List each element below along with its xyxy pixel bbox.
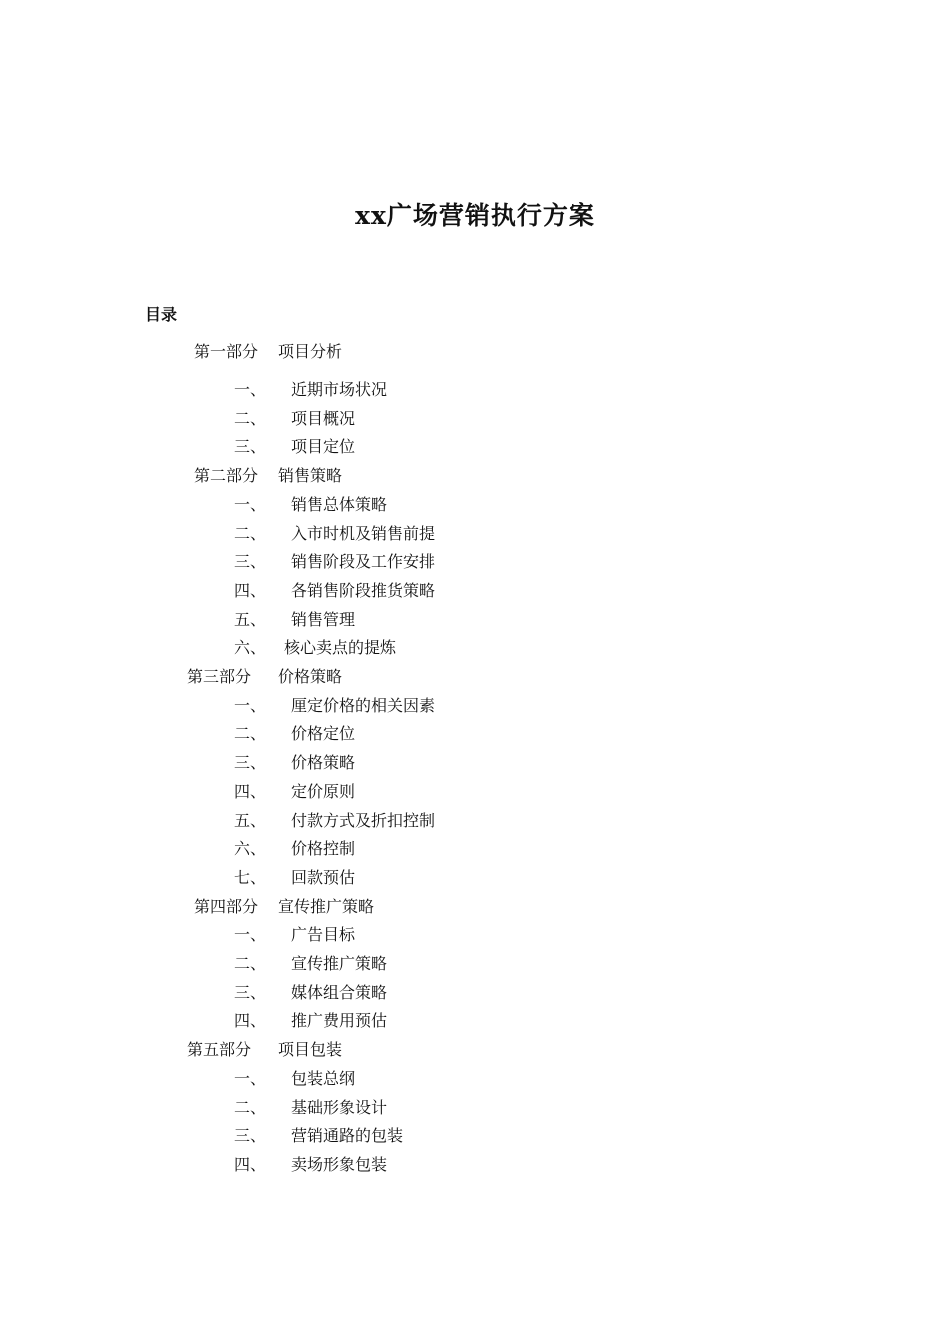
toc-item xyxy=(0,436,950,458)
toc-item xyxy=(0,924,950,946)
toc-text: 价格策略 xyxy=(278,667,343,686)
toc-number: 第三部分 xyxy=(187,667,252,686)
toc-item xyxy=(0,781,950,803)
toc-number: 一、 xyxy=(234,1068,267,1088)
toc-number: 六、 xyxy=(234,839,267,859)
toc-item xyxy=(0,523,950,545)
toc-text: 近期市场状况 xyxy=(291,380,388,399)
toc-number: 三、 xyxy=(234,982,267,1002)
document-title: xx广场营销执行方案 xyxy=(355,201,595,230)
toc-item xyxy=(0,953,950,975)
toc-number: 三、 xyxy=(234,1126,267,1146)
toc-text: 价格策略 xyxy=(291,753,356,773)
toc-item xyxy=(0,1154,950,1176)
toc-number: 五、 xyxy=(234,810,267,830)
toc-part xyxy=(0,465,950,487)
toc-number: 第五部分 xyxy=(187,1040,252,1060)
toc-text: 销售总体策略 xyxy=(291,494,388,514)
toc-number: 七、 xyxy=(234,867,267,887)
toc-number: 二、 xyxy=(234,408,267,428)
toc-item xyxy=(0,551,950,573)
toc-number: 一、 xyxy=(234,494,267,514)
toc-text: 项目分析 xyxy=(278,342,343,361)
toc-number: 二、 xyxy=(234,1097,267,1117)
toc-text: 价格控制 xyxy=(291,839,356,859)
toc-number: 三、 xyxy=(234,753,267,773)
toc-part xyxy=(0,341,950,363)
toc-text: 回款预估 xyxy=(291,867,356,887)
toc-text: 各销售阶段推货策略 xyxy=(291,580,436,600)
toc-part xyxy=(0,1039,950,1061)
toc-number: 第四部分 xyxy=(194,896,259,916)
toc-text: 项目概况 xyxy=(291,408,356,428)
toc-number: 六、 xyxy=(234,638,267,658)
toc-item xyxy=(0,695,950,717)
toc-number: 四、 xyxy=(234,781,267,801)
toc-text: 广告目标 xyxy=(291,925,356,945)
toc-text: 销售阶段及工作安排 xyxy=(291,552,436,572)
toc-item xyxy=(0,810,950,832)
toc-item xyxy=(0,637,950,659)
toc-number: 三、 xyxy=(234,437,267,457)
toc-text: 厘定价格的相关因素 xyxy=(291,695,436,715)
toc-item xyxy=(0,1125,950,1147)
toc-text: 宣传推广策略 xyxy=(291,954,388,973)
toc-text: 项目定位 xyxy=(291,437,356,457)
toc-text: 项目包装 xyxy=(278,1040,343,1060)
toc-item xyxy=(0,752,950,774)
toc-item xyxy=(0,1097,950,1119)
toc-text: 销售管理 xyxy=(291,609,356,629)
toc-number: 第一部分 xyxy=(194,342,259,361)
toc-item xyxy=(0,838,950,860)
toc-number: 四、 xyxy=(234,580,267,600)
toc-text: 核心卖点的提炼 xyxy=(284,638,397,658)
toc-text: 媒体组合策略 xyxy=(291,982,388,1002)
toc-text: 基础形象设计 xyxy=(291,1097,388,1117)
toc-heading: 目录 xyxy=(145,305,178,324)
toc-item xyxy=(0,580,950,602)
toc-item xyxy=(0,982,950,1004)
toc-text: 定价原则 xyxy=(291,781,356,801)
toc-text: 推广费用预估 xyxy=(291,1011,388,1031)
toc-item xyxy=(0,867,950,889)
toc-number: 二、 xyxy=(234,523,267,543)
toc-text: 入市时机及销售前提 xyxy=(291,523,436,543)
toc-text: 价格定位 xyxy=(291,724,356,744)
toc-text: 宣传推广策略 xyxy=(278,896,375,916)
toc-number: 第二部分 xyxy=(194,466,259,486)
toc-number: 五、 xyxy=(234,609,267,629)
toc-item xyxy=(0,609,950,631)
toc-number: 四、 xyxy=(234,1011,267,1031)
toc-part xyxy=(0,666,950,688)
toc-item xyxy=(0,494,950,516)
toc-text: 销售策略 xyxy=(278,466,343,486)
toc-text: 营销通路的包装 xyxy=(291,1126,404,1146)
toc-text: 付款方式及折扣控制 xyxy=(291,810,436,830)
toc-item xyxy=(0,408,950,430)
toc-number: 二、 xyxy=(234,954,267,973)
toc-item xyxy=(0,1068,950,1090)
toc-part xyxy=(0,896,950,918)
toc-number: 一、 xyxy=(234,925,267,945)
toc-text: 卖场形象包装 xyxy=(291,1154,388,1174)
toc-text: 包装总纲 xyxy=(291,1068,356,1088)
toc-item xyxy=(0,1010,950,1032)
toc-number: 一、 xyxy=(234,695,267,715)
toc-number: 一、 xyxy=(234,380,267,399)
toc-number: 二、 xyxy=(234,724,267,744)
toc-number: 三、 xyxy=(234,552,267,572)
toc-item xyxy=(0,723,950,745)
toc-item xyxy=(0,379,950,401)
toc-number: 四、 xyxy=(234,1154,267,1174)
